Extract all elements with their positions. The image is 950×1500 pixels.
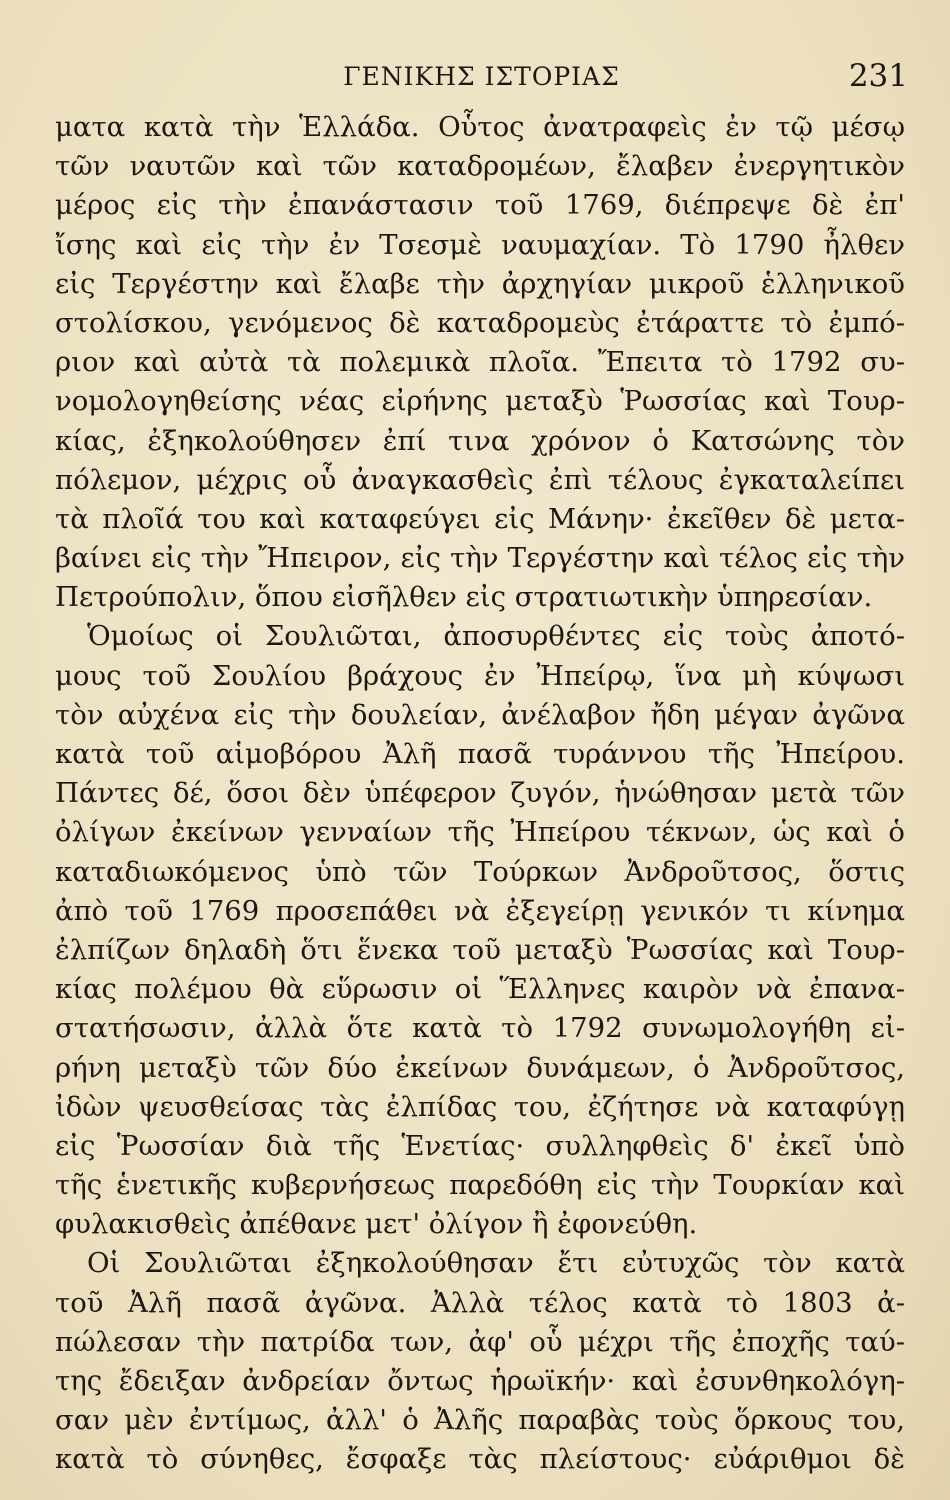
text-line-content: ἀπὸ τοῦ 1769 προσεπάθει νὰ ἐξεγείρῃ γενικόν τι κίνημα: [55, 894, 905, 927]
text-line-content: κίας πολέμου θὰ εὕρωσιν οἱ Ἕλληνες καιρὸν νὰ ἐπανα-: [55, 973, 905, 1006]
text-line: [55, 108, 905, 147]
text-line-content: τῆς ἑνετικῆς κυβερνήσεως παρεδόθη εἰς τὴν Τουρκίαν καὶ: [55, 1169, 905, 1202]
text-line-content: κατὰ τὸ σύνηθες, ἔσφαξε τὰς πλείστους· εὐάριθμοι δὲ: [55, 1443, 905, 1476]
body-text: [55, 108, 905, 1480]
text-line-content: Ὁμοίως οἱ Σουλιῶται, ἀποσυρθέντες εἰς τοὺς ἀποτό-: [87, 620, 905, 653]
text-line-content: εἰς Ῥωσσίαν διὰ τῆς Ἑνετίας· συλληφθεὶς δ' ἐκεῖ ὑπὸ: [55, 1129, 905, 1162]
text-line-content: βαίνει εἰς τὴν Ἤπειρον, εἰς τὴν Τεργέστην καὶ τέλος εἰς τὴν: [55, 542, 905, 575]
text-line-content: ἰδὼν ψευσθείσας τὰς ἐλπίδας του, ἐζήτησε νὰ καταφύγῃ: [55, 1090, 905, 1123]
text-line: [55, 1323, 905, 1362]
text-line: [55, 1088, 905, 1127]
text-line: [55, 813, 905, 852]
text-line-content: τὸν αὐχένα εἰς τὴν δουλείαν, ἀνέλαβον ἤδη μέγαν ἀγῶνα: [55, 698, 905, 731]
running-head: ΓΕΝΙΚΗΣ ΙΣΤΟΡΙΑΣ: [343, 62, 620, 91]
text-line: [55, 696, 905, 735]
text-line-content: ρήνη μεταξὺ τῶν δύο ἐκείνων δυνάμεων, ὁ Ἀνδροῦτσος,: [55, 1051, 905, 1084]
text-line-content: ἴσης καὶ εἰς τὴν ἐν Τσεσμὲ ναυμαχίαν. Τὸ 1790 ἦλθεν: [55, 228, 905, 261]
text-line: [55, 774, 905, 813]
text-line-content: νομολογηθείσης νέας εἰρήνης μεταξὺ Ῥωσσίας καὶ Τουρ-: [55, 385, 905, 418]
text-line: [55, 461, 905, 500]
page-header: [55, 58, 908, 98]
text-line: [55, 186, 905, 225]
text-line: [55, 853, 905, 892]
text-line-content: Οἱ Σουλιῶται ἐξηκολούθησαν ἔτι εὐτυχῶς τὸν κατὰ: [87, 1247, 905, 1280]
text-line-content: ριον καὶ αὐτὰ τὰ πολεμικὰ πλοῖα. Ἔπειτα τὸ 1792 συ-: [55, 346, 905, 379]
page-number: 231: [848, 58, 908, 94]
text-line: [55, 226, 905, 265]
text-line: [55, 657, 905, 696]
text-line-content: πόλεμον, μέχρις οὗ ἀναγκασθεὶς ἐπὶ τέλους ἐγκαταλείπει: [55, 463, 905, 496]
text-line-content: κατὰ τοῦ αἱμοβόρου Ἀλῆ πασᾶ τυράννου τῆς Ἠπείρου.: [55, 738, 905, 770]
text-line: [55, 1284, 905, 1323]
text-line: [55, 265, 905, 304]
text-line-content: ἐλπίζων δηλαδὴ ὅτι ἕνεκα τοῦ μεταξὺ Ῥωσσίας καὶ Τουρ-: [55, 933, 905, 966]
text-line: [55, 539, 905, 578]
text-line-content: της ἔδειξαν ἀνδρείαν ὄντως ἡρωϊκήν· καὶ ἐσυνθηκολόγη-: [55, 1365, 905, 1397]
text-line-content: τὰ πλοῖά του καὶ καταφεύγει εἰς Μάνην· ἐκεῖθεν δὲ μετα-: [55, 502, 905, 535]
text-line: [55, 1440, 905, 1479]
text-line-content: Πάντες δέ, ὅσοι δὲν ὑπέφερον ζυγόν, ἡνώθησαν μετὰ τῶν: [55, 777, 905, 810]
text-line: [55, 892, 905, 931]
text-line: [55, 382, 905, 421]
text-line: φυλακισθεὶς ἀπέθανε μετ' ὀλίγον ἢ ἐφονεύθη.: [55, 1208, 698, 1241]
text-line: [55, 1401, 905, 1440]
text-line-content: μους τοῦ Σουλίου βράχους ἐν Ἠπείρῳ, ἵνα μὴ κύψωσι: [55, 659, 905, 692]
text-line: [55, 1009, 905, 1048]
text-line: [55, 931, 905, 970]
text-line: [55, 343, 905, 382]
text-line-content: καταδιωκόμενος ὑπὸ τῶν Τούρκων Ἀνδροῦτσος, ὅστις: [55, 855, 905, 888]
text-line: [55, 147, 905, 186]
text-line-content: σαν μὲν ἐντίμως, ἀλλ' ὁ Ἀλῆς παραβὰς τοὺς ὅρκους του,: [55, 1404, 905, 1437]
text-line: [55, 617, 905, 656]
text-line: Πετρούπολιν, ὅπου εἰσῆλθεν εἰς στρατιωτικὴν ὑπηρεσίαν.: [55, 581, 873, 614]
text-line-content: τοῦ Ἀλῆ πασᾶ ἀγῶνα. Ἀλλὰ τέλος κατὰ τὸ 1803 ἀ-: [55, 1286, 905, 1319]
text-line: [55, 735, 905, 774]
text-line-content: στολίσκου, γενόμενος δὲ καταδρομεὺς ἐτάραττε τὸ ἐμπό-: [55, 306, 905, 339]
text-line-content: στατήσωσιν, ἀλλὰ ὅτε κατὰ τὸ 1792 συνωμολογήθη εἰ-: [55, 1012, 905, 1045]
text-line: [55, 422, 905, 461]
text-line-content: ματα κατὰ τὴν Ἑλλάδα. Οὗτος ἀνατραφεὶς ἐν τῷ μέσῳ: [55, 111, 905, 143]
text-line: [55, 304, 905, 343]
text-line: [55, 970, 905, 1009]
text-line: [55, 1362, 905, 1401]
text-line-content: μέρος εἰς τὴν ἐπανάστασιν τοῦ 1769, διέπρεψε δὲ ἐπ': [55, 189, 905, 222]
text-line-content: τῶν ναυτῶν καὶ τῶν καταδρομέων, ἔλαβεν ἐνεργητικὸν: [55, 150, 905, 183]
text-line-content: πώλεσαν τὴν πατρίδα των, ἀφ' οὗ μέχρι τῆς ἐποχῆς ταύ-: [55, 1325, 905, 1358]
text-line-content: ὀλίγων ἐκείνων γενναίων τῆς Ἠπείρου τέκνων, ὡς καὶ ὁ: [55, 816, 905, 849]
text-line: [55, 1049, 905, 1088]
text-line-content: εἰς Τεργέστην καὶ ἔλαβε τὴν ἀρχηγίαν μικροῦ ἑλληνικοῦ: [55, 267, 905, 300]
text-line: [55, 1244, 905, 1283]
text-line: [55, 500, 905, 539]
text-line-content: κίας, ἐξηκολούθησεν ἐπί τινα χρόνον ὁ Κατσώνης τὸν: [55, 424, 905, 457]
text-line: [55, 1166, 905, 1205]
text-line: [55, 1127, 905, 1166]
